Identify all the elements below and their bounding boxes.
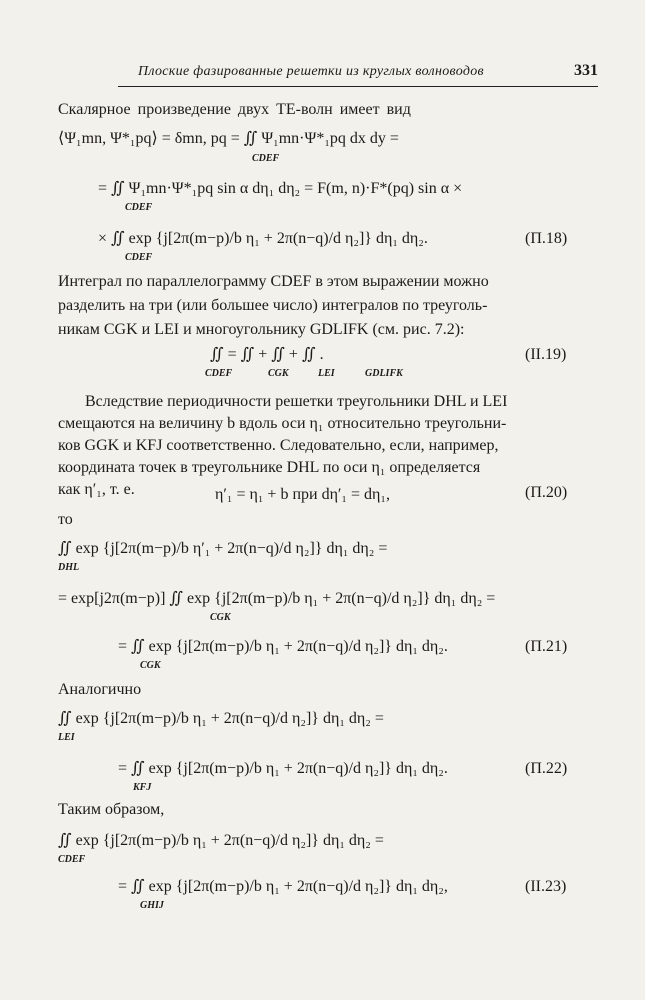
domain-label-cdef: CDEF xyxy=(205,368,233,379)
domain-label-cdef: CDEF xyxy=(125,202,153,213)
domain-label-cdef: CDEF xyxy=(58,854,86,865)
word-analogichno: Аналогично xyxy=(58,681,142,698)
running-head: Плоские фазированные решетки из круглых волноводов xyxy=(138,64,484,79)
domain-label-cgk: CGK xyxy=(268,368,289,379)
equation-18-line-3: × ∬ exp {j[2π(m−p)/b η₁ + 2π(n−q)/d η₂]} dη₁ dη₂. xyxy=(98,230,428,247)
domain-label-gdlifk: GDLIFK xyxy=(365,368,403,379)
page-number: 331 xyxy=(574,62,598,79)
phrase-takim-obrazom: Таким образом, xyxy=(58,801,165,818)
equation-21-line-3: = ∬ exp {j[2π(m−p)/b η₁ + 2π(n−q)/d η₂]} dη₁ dη₂. xyxy=(118,638,448,655)
domain-label-cdef: CDEF xyxy=(125,252,153,263)
equation-number-18: (П.18) xyxy=(525,230,568,247)
domain-label-dhl: DHL xyxy=(58,562,80,573)
equation-21-line-1: ∬ exp {j[2π(m−p)/b η′₁ + 2π(n−q)/d η₂]} dη₁ dη₂ = xyxy=(58,540,388,557)
domain-label-kfj: KFJ xyxy=(133,782,152,793)
equation-number-23: (II.23) xyxy=(525,878,567,895)
paragraph-2-line-3: никам CGK и LEI и многоугольнику GDLIFK (см. рис. 7.2): xyxy=(58,321,465,338)
paragraph-2-line-2: разделить на три (или большее число) интегралов по треуголь- xyxy=(58,297,488,314)
paragraph-2-line-1: Интеграл по параллелограмму CDEF в этом выражении можно xyxy=(58,273,489,290)
equation-23-line-1: ∬ exp {j[2π(m−p)/b η₁ + 2π(n−q)/d η₂]} dη₁ dη₂ = xyxy=(58,832,384,849)
domain-label-cgk: CGK xyxy=(210,612,231,623)
paragraph-3-line-3: ков GGK и KFJ соответственно. Следовательно, если, например, xyxy=(58,437,499,454)
equation-number-20: (П.20) xyxy=(525,484,568,501)
paragraph-3-line-4: координата точек в треугольнике DHL по оси η₁ определяется xyxy=(58,459,481,476)
paragraph-1: Скалярное произведение двух ТЕ-волн имеет вид xyxy=(58,101,411,118)
equation-18-line-2: = ∬ Ψ₁mn·Ψ*₁pq sin α dη₁ dη₂ = F(m, n)·F*(pq) sin α × xyxy=(98,180,463,197)
domain-label-lei: LEI xyxy=(318,368,335,379)
paragraph-3-line-2: смещаются на величину b вдоль оси η₁ относительно треугольни- xyxy=(58,415,507,432)
equation-number-22: (П.22) xyxy=(525,760,568,777)
equation-18-line-1: ⟨Ψ₁mn, Ψ*₁pq⟩ = δmn, pq = ∬ Ψ₁mn·Ψ*₁pq dx dy = xyxy=(58,130,399,147)
paragraph-3-line-5: как η′₁, т. е. xyxy=(58,481,135,498)
domain-label-ghij: GHIJ xyxy=(140,900,164,911)
equation-20: η′₁ = η₁ + b при dη′₁ = dη₁, xyxy=(215,486,390,503)
domain-label-lei: LEI xyxy=(58,732,75,743)
paragraph-3-line-1: Вследствие периодичности решетки треугольники DHL и LEI xyxy=(85,393,508,410)
equation-number-21: (П.21) xyxy=(525,638,568,655)
equation-number-19: (II.19) xyxy=(525,346,567,363)
equation-21-line-2: = exp[j2π(m−p)] ∬ exp {j[2π(m−p)/b η₁ + 2π(n−q)/d η₂]} dη₁ dη₂ = xyxy=(58,590,496,607)
page-header xyxy=(118,62,598,87)
equation-19: ∬ = ∬ + ∬ + ∬ . xyxy=(210,346,324,363)
domain-label-cgk: CGK xyxy=(140,660,161,671)
equation-23-line-2: = ∬ exp {j[2π(m−p)/b η₁ + 2π(n−q)/d η₂]} dη₁ dη₂, xyxy=(118,878,448,895)
equation-22-line-1: ∬ exp {j[2π(m−p)/b η₁ + 2π(n−q)/d η₂]} dη₁ dη₂ = xyxy=(58,710,384,727)
equation-22-line-2: = ∬ exp {j[2π(m−p)/b η₁ + 2π(n−q)/d η₂]} dη₁ dη₂. xyxy=(118,760,448,777)
domain-label-cdef: CDEF xyxy=(252,153,280,164)
word-to: то xyxy=(58,511,73,528)
